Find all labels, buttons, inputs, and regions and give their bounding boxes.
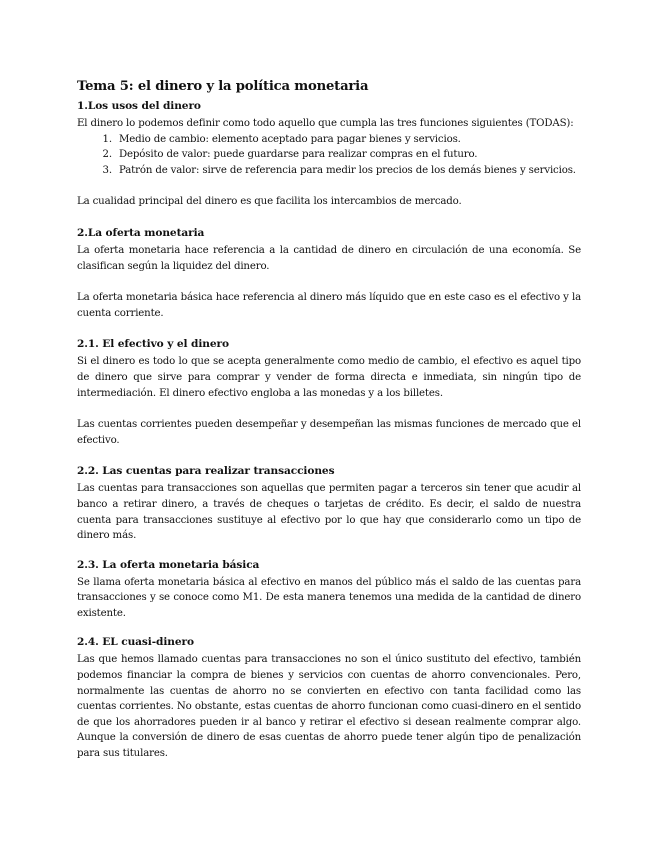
paragraph: Las cuentas para transacciones son aquellas que permiten pagar a terceros sin tener que acudir al banco a retirar dinero, a través de cheques o tarjetas de crédito. Es decir, el saldo de nuestra cuenta para transacciones sustituye al efectivo por lo que hay que considerarlo como un tipo de dinero más.	[77, 483, 581, 542]
section-heading-oferta: 2.La oferta monetaria	[77, 226, 205, 239]
list-item: 1. Medio de cambio: elemento aceptado para pagar bienes y servicios.	[115, 132, 581, 148]
document-body	[77, 78, 581, 762]
paragraph: Se llama oferta monetaria básica al efectivo en manos del público más el saldo de las cuentas para transacciones y se conoce como M1. De esta manera tenemos una medida de la cantidad de dinero existente.	[77, 576, 581, 619]
paragraph: Las que hemos llamado cuentas para transacciones no son el único sustituto del efectivo, también podemos financiar la compra de bienes y servicios con cuentas de ahorro convencionales. Pero, normalmente las cuentas de ahorro no se convierten en efectivo con tanta facilidad como las cuentas corrientes. No obstante, estas cuentas de ahorro funcionan como cuasi-dinero en el sentido de que los ahorradores pueden ir al banco y retirar el efectivo si desean realmente comprar algo. Aunque la conversión de dinero de esas cuentas de ahorro puede tener algún tipo de penalización para sus titulares.	[77, 654, 581, 760]
page-title: Tema 5: el dinero y la política monetaria	[77, 79, 369, 94]
functions-list	[77, 132, 581, 179]
section-heading-oferta-basica: 2.3. La oferta monetaria básica	[77, 558, 260, 571]
section-heading-usos: 1.Los usos del dinero	[77, 100, 201, 112]
paragraph: Si el dinero es todo lo que se acepta generalmente como medio de cambio, el efectivo es aquel tipo de dinero que sirve para comprar y vender de forma directa e inmediata, sin ningún tipo de intermediación. El dinero efectivo engloba a las monedas y a los billetes.	[77, 356, 581, 399]
section-heading-efectivo: 2.1. El efectivo y el dinero	[77, 338, 229, 351]
paragraph: Las cuentas corrientes pueden desempeñar y desempeñan las mismas funciones de mercado que el efectivo.	[77, 419, 581, 446]
paragraph: La oferta monetaria básica hace referencia al dinero más líquido que en este caso es el efectivo y la cuenta corriente.	[77, 292, 581, 319]
section-heading-cuentas: 2.2. Las cuentas para realizar transacciones	[77, 465, 335, 478]
section-heading-cuasi-dinero: 2.4. EL cuasi-dinero	[77, 636, 194, 649]
paragraph: La cualidad principal del dinero es que facilita los intercambios de mercado.	[77, 196, 462, 208]
paragraph: El dinero lo podemos definir como todo aquello que cumpla las tres funciones siguientes (TODAS):	[77, 118, 574, 129]
paragraph: La oferta monetaria hace referencia a la cantidad de dinero en circulación de una economía. Se clasifican según la liquidez del dinero.	[77, 244, 581, 272]
list-item: 2. Depósito de valor: puede guardarse para realizar compras en el futuro.	[115, 147, 581, 163]
list-item: 3. Patrón de valor: sirve de referencia para medir los precios de los demás bienes y servicios.	[115, 163, 581, 179]
